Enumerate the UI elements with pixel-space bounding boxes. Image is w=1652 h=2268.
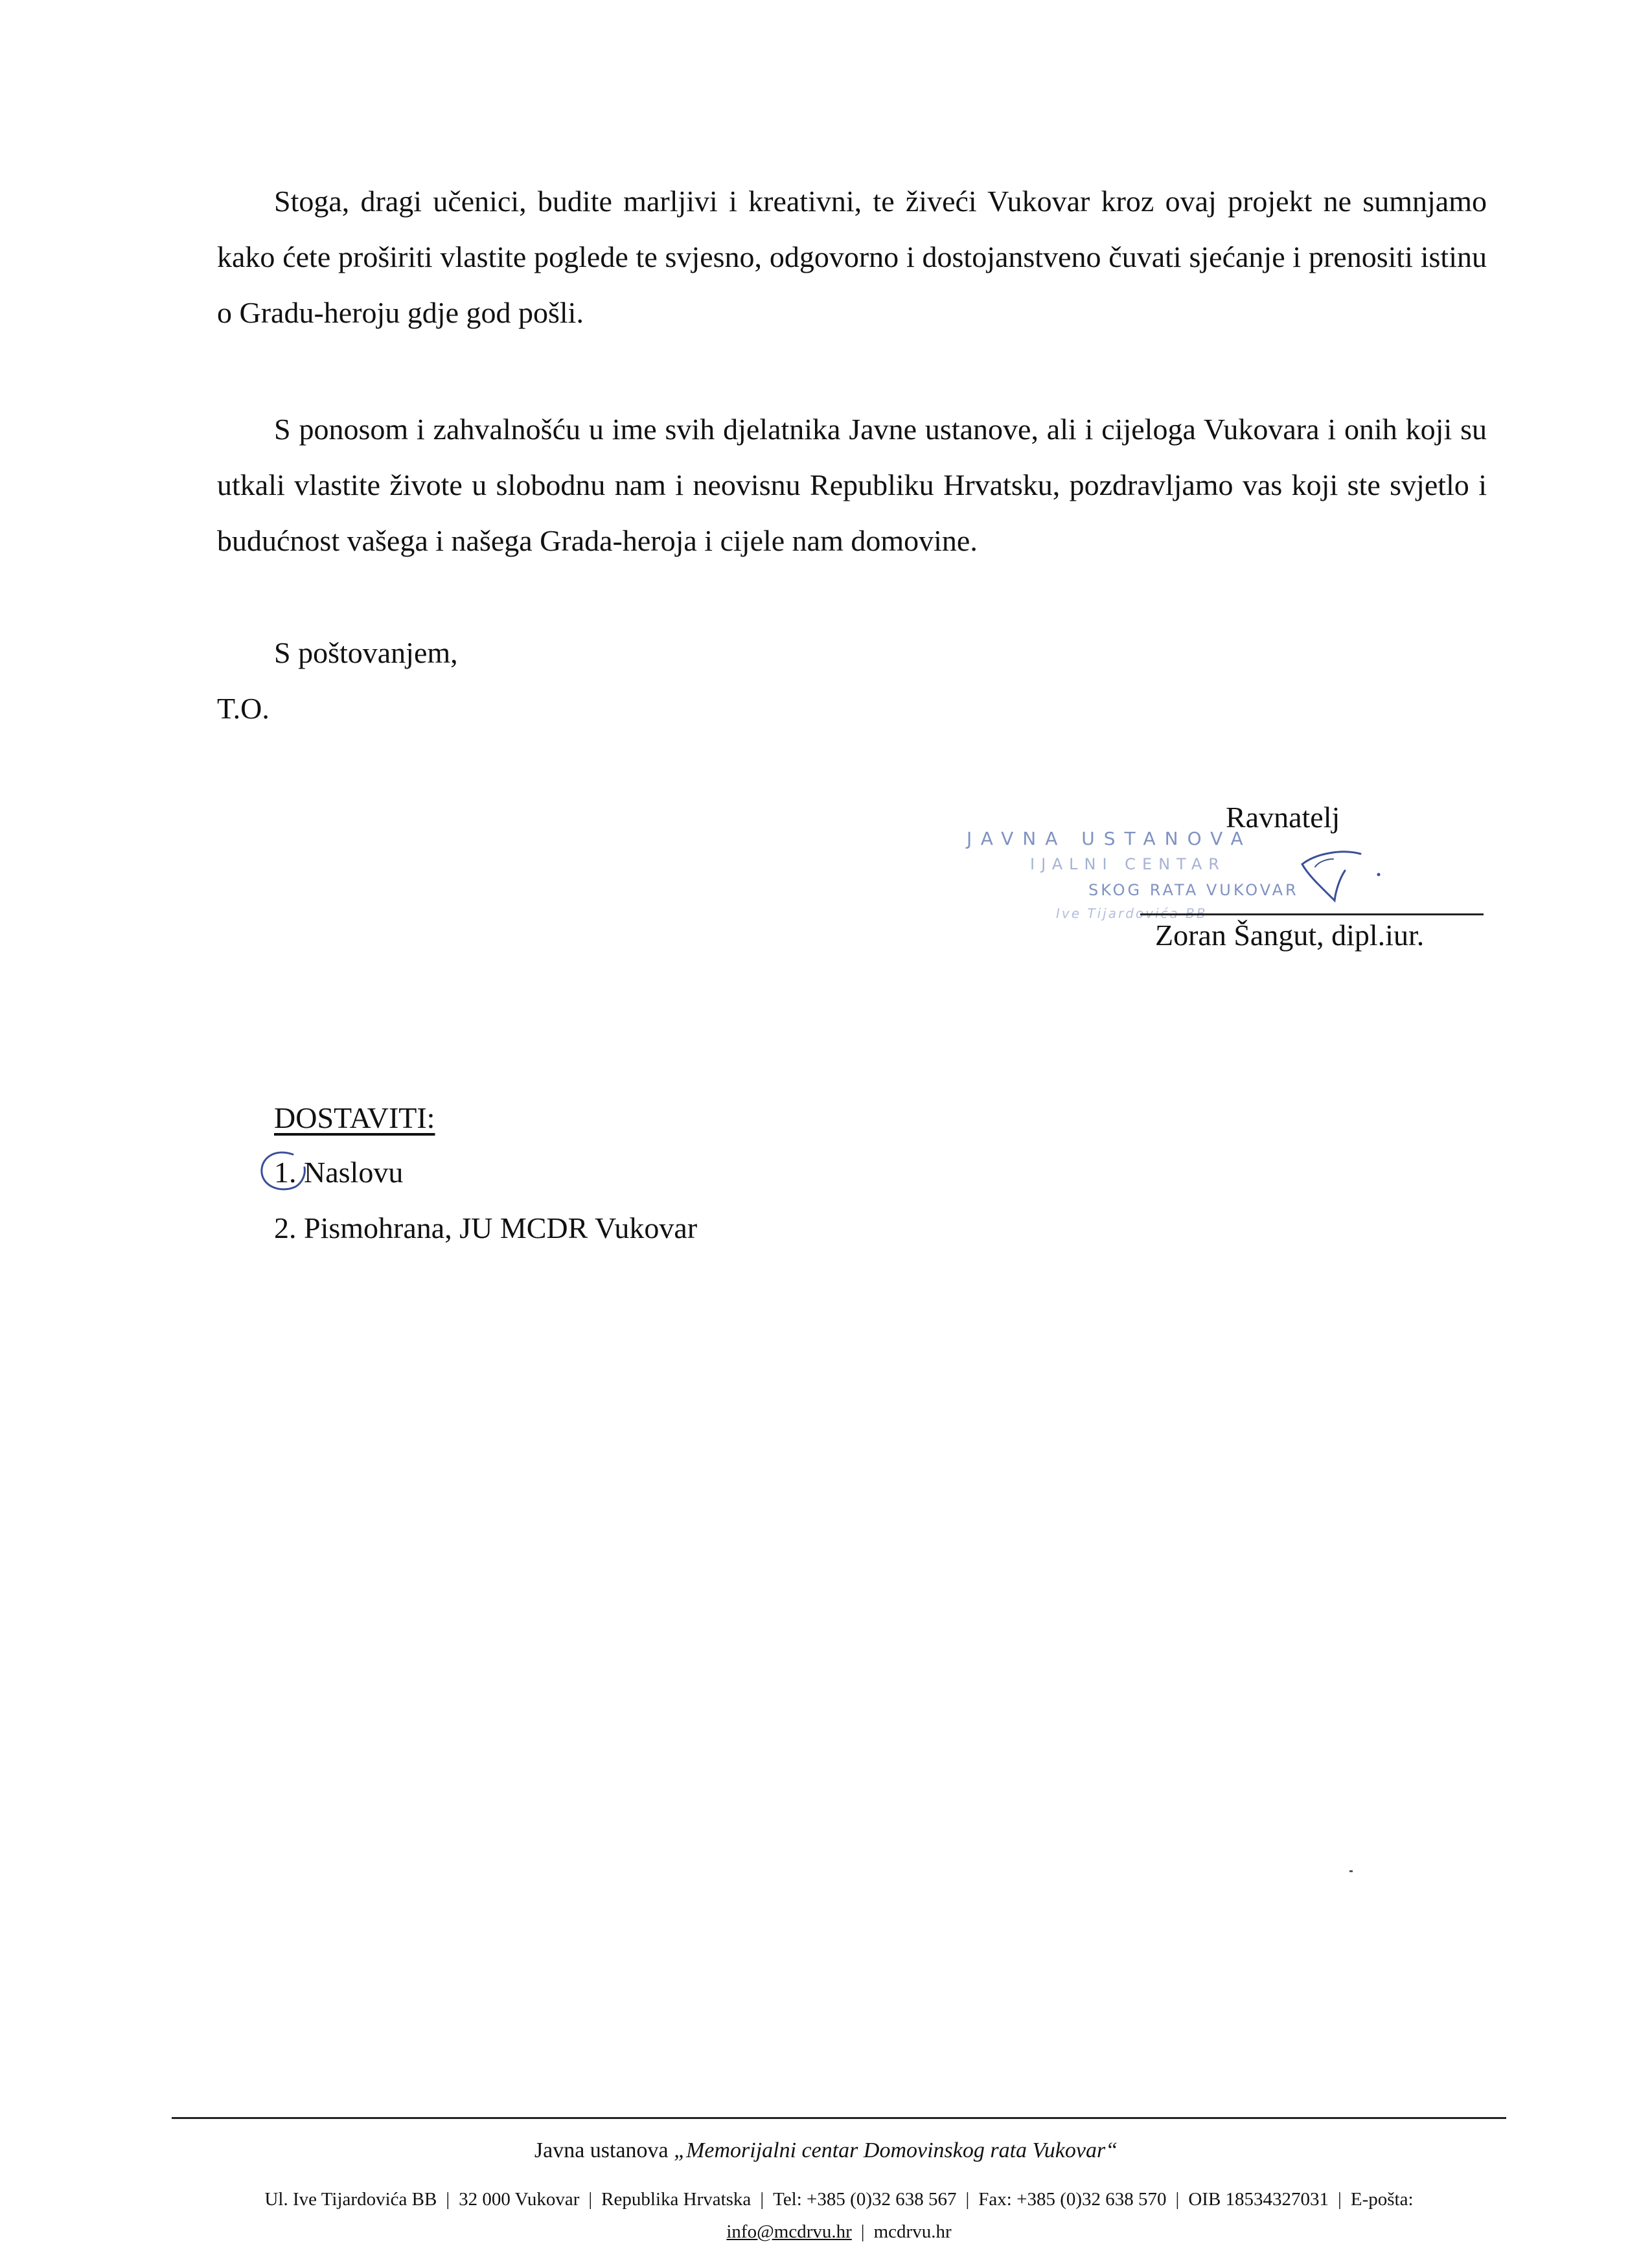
body-paragraph-1: Stoga, dragi učenici, budite marljivi i kreativni, te živeći Vukovar kroz ovaj projekt ne sumnjamo kako ćete proširiti vlastite poglede te svjesno, odgovorno i dostojanstveno čuvati sjećanje i prenositi istinu o Gradu-heroju gdje god pošli. (217, 185, 1487, 329)
delivery-item-number: 1. (274, 1156, 297, 1189)
footer-email-link[interactable]: info@mcdrvu.hr (726, 2221, 852, 2242)
delivery-item-text: Pismohrana, JU MCDR Vukovar (304, 1211, 698, 1244)
footer-oib: OIB 18534327031 (1188, 2189, 1329, 2210)
delivery-item-number: 2. (274, 1211, 297, 1244)
footer-fax: Fax: +385 (0)32 638 570 (978, 2189, 1167, 2210)
stamp-line: IJALNI CENTAR (1030, 855, 1226, 873)
footer-contacts: Ul. Ive Tijardovića BB | 32 000 Vukovar | Republika Hrvatska | Tel: +385 (0)32 638 567 | Fax: +385 (0)32 638 570 | OIB 18534327031 | E-pošta: info@mcdrvu.hr | mcdrvu.hr (264, 2189, 1414, 2242)
signature-line (1140, 913, 1484, 915)
stamp-line: SKOG RATA VUKOVAR (1088, 881, 1299, 899)
institution-prefix: Javna ustanova (534, 2138, 674, 2162)
signatory-title: Ravnatelj (1226, 801, 1340, 834)
footer-institution (0, 2136, 1652, 2165)
delivery-heading: DOSTAVITI: (274, 1101, 435, 1134)
stamp-line: JAVNA USTANOVA (967, 828, 1252, 849)
footer-phone: Tel: +385 (0)32 638 567 (773, 2189, 957, 2210)
footer-website-link[interactable]: mcdrvu.hr (873, 2221, 952, 2242)
delivery-item (274, 1210, 697, 1246)
delivery-item-text: Naslovu (304, 1156, 404, 1189)
footer-postcode: 32 000 Vukovar (459, 2189, 580, 2210)
institution-name: „Memorijalni centar Domovinskog rata Vukovar“ (674, 2138, 1118, 2162)
handwritten-circle-mark (255, 1145, 314, 1197)
footer-address: Ul. Ive Tijardovića BB (264, 2189, 437, 2210)
footer-country: Republika Hrvatska (601, 2189, 751, 2210)
scan-speck (1349, 1870, 1353, 1872)
signatory-name: Zoran Šangut, dipl.iur. (1155, 919, 1425, 952)
body-paragraph-2: S ponosom i zahvalnošću u ime svih djelatnika Javne ustanove, ali i cijeloga Vukovara i onih koji su utkali vlastite živote u slobodnu nam i neovisnu Republiku Hrvatsku, pozdravljamo vas koji ste svjetlo i budućnost vašega i našega Grada-heroja i cijele nam domovine. (217, 413, 1487, 557)
footer-email-label: E-pošta: (1350, 2189, 1414, 2210)
closing-salutation: S poštovanjem, (274, 636, 458, 669)
handwritten-signature (1289, 836, 1393, 913)
stamp-line: Ive Tijardovića BB (1056, 906, 1208, 921)
author-initials: T.O. (217, 692, 270, 725)
footer-divider (172, 2117, 1506, 2119)
